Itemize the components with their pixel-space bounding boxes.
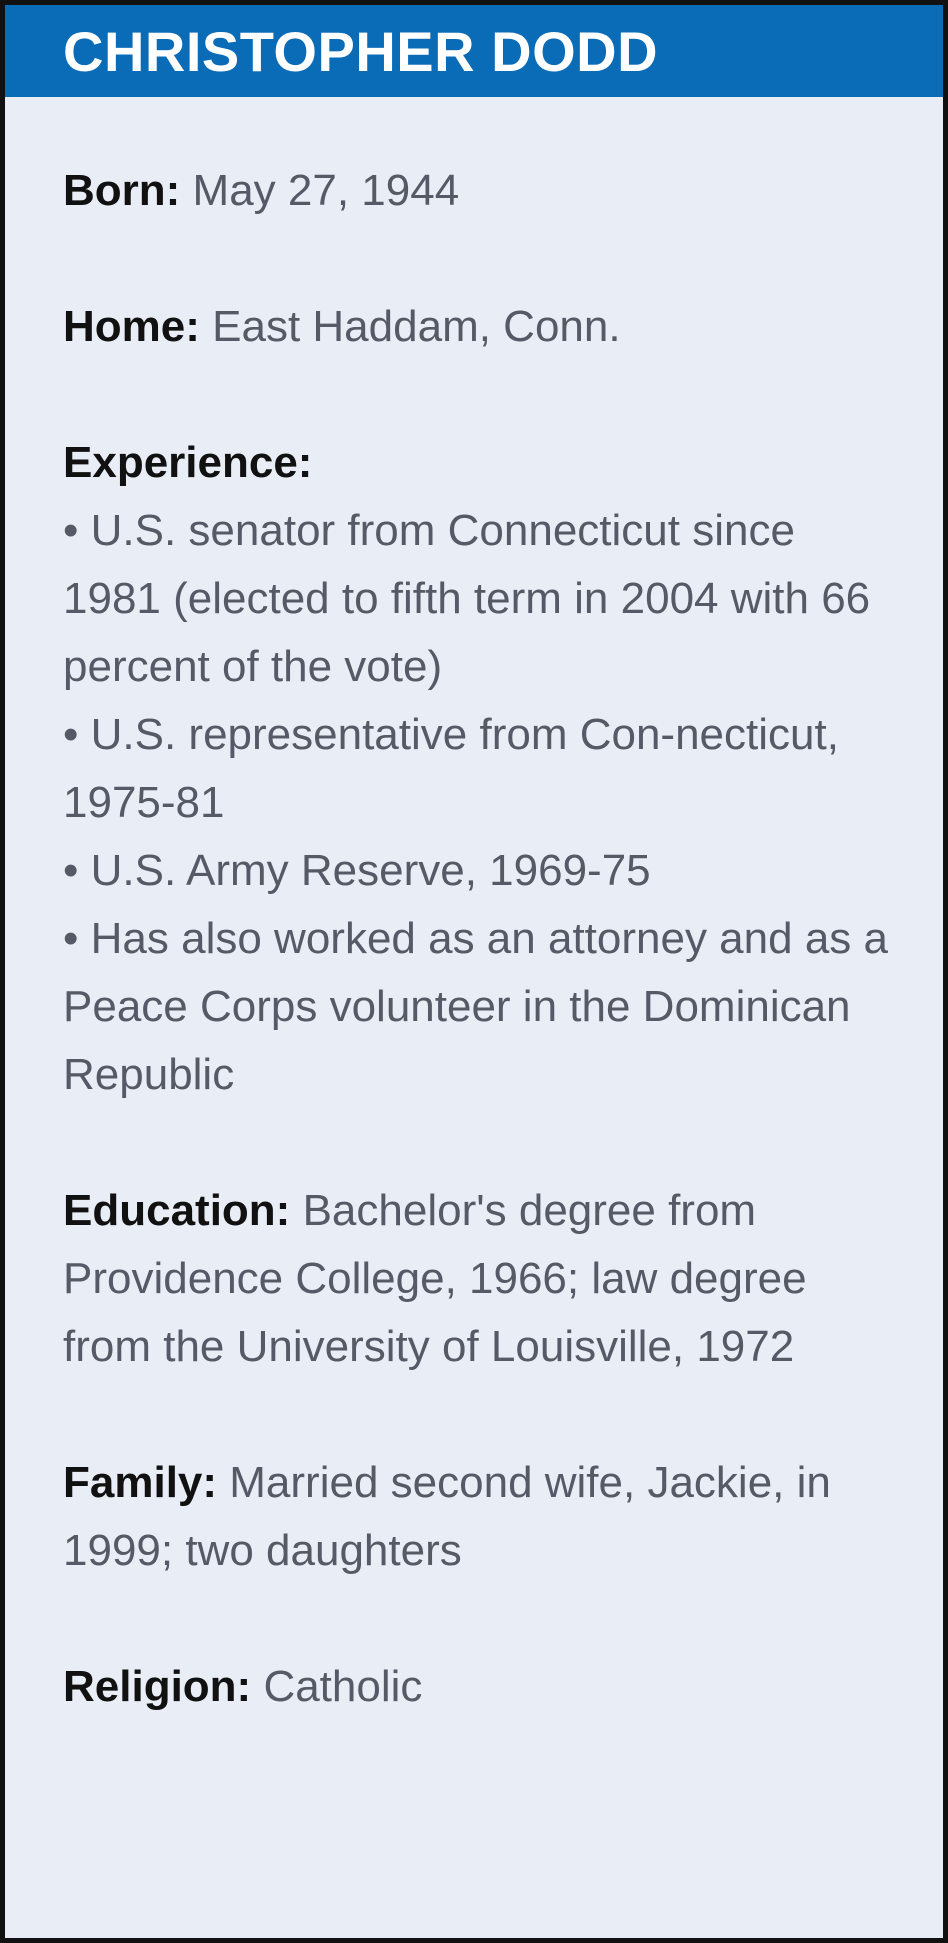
experience-item: • U.S. representative from Con-necticut, 1975-81 bbox=[63, 710, 839, 827]
home-value: East Haddam, Conn. bbox=[212, 302, 621, 351]
family-section bbox=[63, 1449, 903, 1585]
experience-list bbox=[63, 497, 903, 1109]
experience-item: • Has also worked as an attorney and as a Peace Corps volunteer in the Dominican Republic bbox=[63, 914, 888, 1099]
born-section bbox=[63, 157, 903, 225]
experience-item: • U.S. Army Reserve, 1969-75 bbox=[63, 846, 651, 895]
born-label: Born: bbox=[63, 166, 181, 215]
family-label: Family: bbox=[63, 1458, 218, 1507]
experience-section bbox=[63, 429, 903, 1109]
page-title: CHRISTOPHER DODD bbox=[63, 19, 659, 83]
family-value: Married second wife, Jackie, in 1999; two daughters bbox=[63, 1458, 831, 1575]
education-value: Bachelor's degree from Providence College, 1966; law degree from the University of Louisville, 1972 bbox=[63, 1186, 807, 1371]
religion-value: Catholic bbox=[263, 1662, 423, 1711]
religion-label: Religion: bbox=[63, 1662, 252, 1711]
home-label: Home: bbox=[63, 302, 200, 351]
experience-item: • U.S. senator from Connecticut since 1981 (elected to fifth term in 2004 with 66 percent of the vote) bbox=[63, 506, 871, 691]
header-bar bbox=[5, 5, 943, 97]
profile-content bbox=[63, 157, 903, 1789]
religion-section bbox=[63, 1653, 903, 1721]
born-value: May 27, 1944 bbox=[192, 166, 460, 215]
home-section bbox=[63, 293, 903, 361]
education-label: Education: bbox=[63, 1186, 291, 1235]
experience-label: Experience: bbox=[63, 438, 313, 487]
education-section bbox=[63, 1177, 903, 1381]
